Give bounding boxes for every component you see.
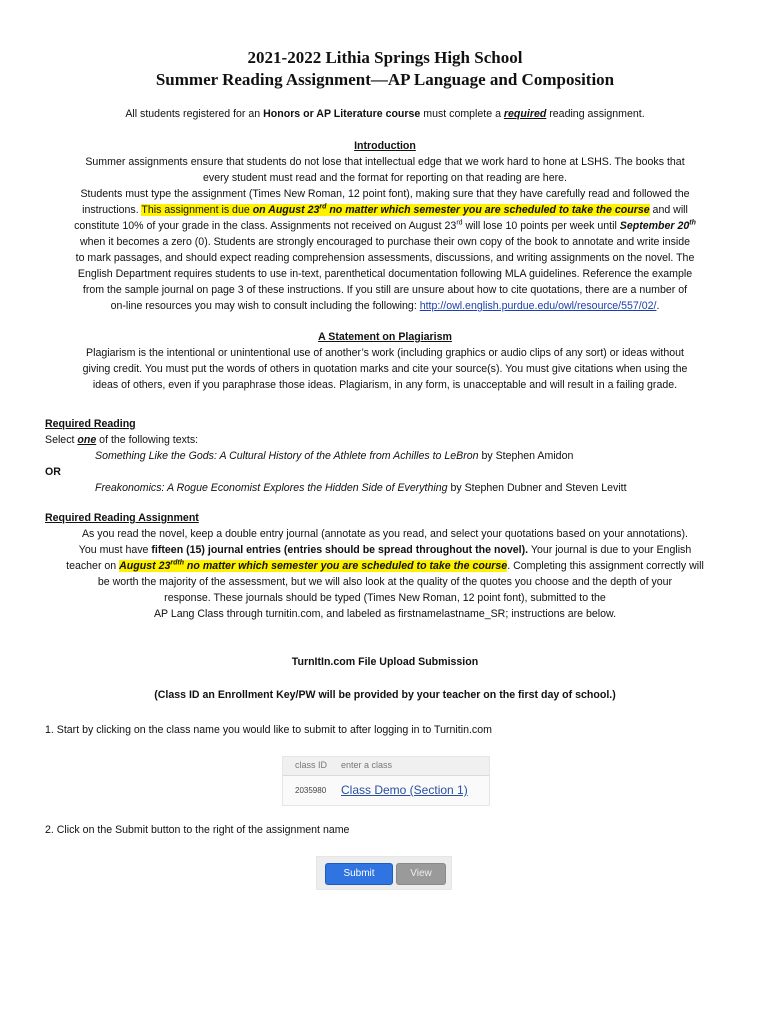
text: teacher on (66, 560, 120, 572)
text: August 23 (119, 560, 171, 572)
step-2-text: 2. Click on the Submit button to the right of the assignment name (45, 824, 350, 836)
submit-button[interactable]: Submit (325, 863, 393, 885)
or-separator: OR (45, 466, 61, 478)
text: September 20 (619, 220, 690, 232)
assignment-section (40, 526, 730, 622)
text: will lose 10 points per week until (462, 220, 620, 232)
class-name-column-header: enter a class (341, 760, 393, 770)
paragraph-line (40, 298, 730, 314)
book-author: by Stephen Dubner and Steven Levitt (447, 482, 627, 494)
text: Select (45, 434, 78, 446)
turnitin-note: (Class ID an Enrollment Key/PW will be provided by your teacher on the first day of school.) (154, 689, 616, 701)
assignment-heading: Required Reading Assignment (45, 512, 199, 524)
text: no matter which semester you are scheduled to take the course (326, 204, 650, 216)
intro-course-bold: Honors or AP Literature course (263, 108, 421, 120)
text: . Completing this assignment correctly will (507, 560, 704, 572)
text: . (656, 300, 660, 312)
intro-required-emph: required (503, 108, 547, 120)
intro-text: All students registered for an (125, 108, 264, 120)
book-option-2 (45, 480, 735, 496)
class-name-link[interactable]: Class Demo (Section 1) (341, 783, 468, 797)
owl-purdue-link[interactable]: http://owl.english.purdue.edu/owl/resource/557/02/ (419, 300, 657, 312)
paragraph-line (40, 542, 730, 558)
document-title-line2: Summer Reading Assignment—AP Language and Composition (155, 70, 615, 89)
paragraph-line: from the sample journal on page 3 of these instructions. If you still are unsure about how to cite quotations, there are a number of (82, 284, 688, 296)
text: on August 23 (252, 204, 320, 216)
superscript: rd (319, 203, 327, 211)
book-author: by Stephen Amidon (478, 450, 574, 462)
plagiarism-section (40, 329, 730, 393)
text: on-line resources you may wish to consult including the following: (110, 300, 420, 312)
paragraph-line: Plagiarism is the intentional or unintentional use of another’s work (including graphics or audio clips of any sort) or ideas without (86, 347, 684, 359)
book-title: Freakonomics: A Rogue Economist Explores the Hidden Side of Everything (95, 482, 448, 494)
paragraph-line: Students must type the assignment (Times New Roman, 12 point font), making sure that they have carefully read and followed the (80, 188, 690, 200)
submit-screenshot (316, 856, 452, 890)
superscript: rd (456, 219, 463, 227)
text: Your journal is due to your English (528, 544, 692, 556)
text: You must have (78, 544, 152, 556)
due-highlight (141, 204, 649, 216)
required-reading-section (45, 416, 735, 496)
class-id-value: 2035980 (295, 786, 327, 795)
text: of the following texts: (96, 434, 199, 446)
due-highlight (119, 560, 507, 572)
paragraph-line: AP Lang Class through turnitin.com, and labeled as firstnamelastname_SR; instructions are below. (153, 608, 617, 620)
text: This assignment is due (141, 204, 253, 216)
required-reading-heading: Required Reading (45, 418, 136, 430)
paragraph-line-due (40, 202, 730, 218)
class-list-screenshot (282, 756, 490, 806)
due-date-emph (253, 204, 650, 216)
plagiarism-heading: A Statement on Plagiarism (318, 331, 452, 343)
one-emph: one (77, 434, 97, 446)
intro-text: reading assignment. (546, 108, 645, 120)
turnitin-heading: TurnItIn.com File Upload Submission (291, 656, 479, 668)
deadline-emph (620, 220, 696, 232)
superscript: rdth (170, 559, 184, 567)
paragraph-line: ideas of others, even if you paraphrase those ideas. Plagiarism, in any form, is unacceptable and will result in a failing grade. (92, 379, 678, 391)
book-option-1 (45, 448, 735, 464)
assignment-heading-block (45, 510, 735, 526)
paragraph-line: giving credit. You must put the words of others in quotation marks and cite your source(s). You must give citations when using the (82, 363, 688, 375)
select-instruction (45, 432, 735, 448)
paragraph-line (40, 218, 730, 234)
paragraph-line-due (40, 558, 730, 574)
paragraph-line: response. These journals should be typed (Times New Roman, 12 point font), submitted to the (164, 592, 606, 604)
class-id-column-header: class ID (295, 760, 328, 770)
intro-statement (40, 106, 730, 122)
superscript: th (689, 219, 696, 227)
entries-bold: fifteen (15) journal entries (entries should be spread throughout the novel). (151, 544, 529, 556)
document-title-line1: 2021-2022 Lithia Springs High School (247, 48, 523, 67)
paragraph-line: English Department requires students to use in-text, parenthetical documentation following MLA guidelines. Reference the example (77, 268, 693, 280)
text: instructions. (82, 204, 142, 216)
text: no matter which semester you are scheduled to take the course (183, 560, 508, 572)
paragraph-line: Summer assignments ensure that students do not lose that intellectual edge that we work hard to hone at LSHS. The books that (85, 156, 685, 168)
paragraph-line: every student must read and the format for reporting on that reading are here. (203, 172, 567, 184)
introduction-heading: Introduction (354, 140, 416, 152)
paragraph-line: be worth the majority of the assessment, but we will also look at the quality of the quotes you choose and the depth of your (97, 576, 673, 588)
view-button[interactable]: View (396, 863, 446, 885)
text: constitute 10% of your grade in the class. Assignments not received on August 23 (74, 220, 457, 232)
paragraph-line: to mark passages, and should expect reading comprehension assessments, discussions, and writing assignments on the novel. The (75, 252, 695, 264)
intro-text: must complete a (420, 108, 504, 120)
text: and will (649, 204, 688, 216)
paragraph-line: when it becomes a zero (0). Students are strongly encouraged to purchase their own copy of the book to annotate and write inside (79, 236, 691, 248)
introduction-section (40, 138, 730, 314)
book-title: Something Like the Gods: A Cultural History of the Athlete from Achilles to LeBron (95, 450, 479, 462)
paragraph-line: As you read the novel, keep a double entry journal (annotate as you read, and select your quotations based on your annotations). (81, 528, 688, 540)
step-1-text: 1. Start by clicking on the class name you would like to submit to after logging in to Turnitin.com (45, 724, 492, 736)
